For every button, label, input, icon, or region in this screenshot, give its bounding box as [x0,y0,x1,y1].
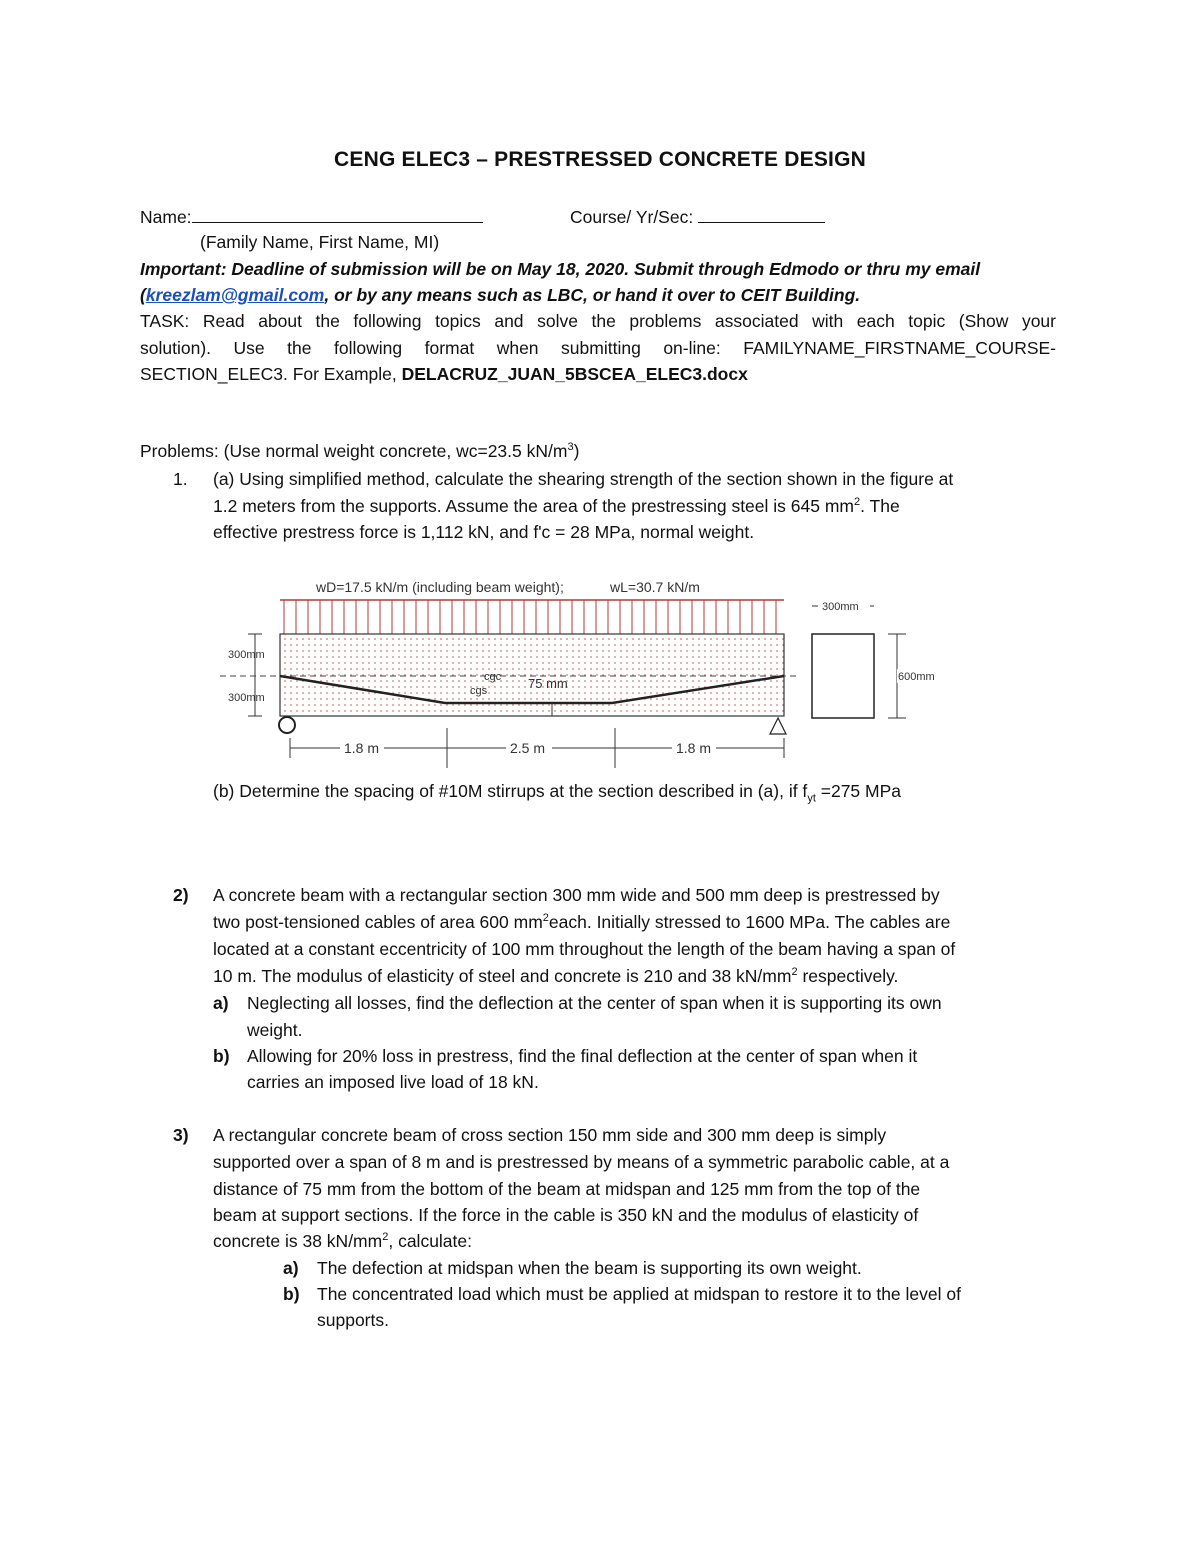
beam-cross-section [812,634,874,718]
task-line3-prefix: SECTION_ELEC3. For Example, [140,364,402,384]
problem2-b-label: b) [213,1046,230,1066]
roller-support-icon [279,717,295,733]
problem2-b-line1: Allowing for 20% loss in prestress, find the final deflection at the center of span when it [247,1046,918,1066]
task-line2: solution). Use the following format when submitting on-line: FAMILYNAME_FIRSTNAME_COURSE- [140,338,1056,358]
part-b-text: (b) Determine the spacing of #10M stirrups at the section described in (a), if f [213,781,808,801]
open-paren: ( [140,285,146,305]
superscript: 2 [854,496,861,509]
problem3-b-line2: supports. [317,1310,389,1330]
name-field [140,206,483,228]
problem2-a-label: a) [213,993,229,1013]
section-width-label: 300mm [822,601,859,613]
dim-75-label: 75 mm [528,676,568,691]
problem2-line2-end: each. Initially stressed to 1600 MPa. The cables are [548,912,951,932]
problem3-a-line1: The defection at midspan when the beam is supporting its own weight. [317,1258,862,1278]
problem1-line2 [213,496,900,517]
load-arrows [284,600,776,634]
problem3-a-label: a) [283,1258,299,1278]
problem3-b-line1: The concentrated load which must be applied at midspan to restore it to the level of [317,1284,961,1304]
problem3-line5-end: , calculate: [388,1231,472,1251]
problem3-line2: supported over a span of 8 m and is prestressed by means of a symmetric parabolic cable, at a [213,1152,950,1172]
task-line1: TASK: Read about the following topics and solve the problems associated with each topic (Show your [140,311,1056,331]
problem2-line2-text: two post-tensioned cables of area 600 mm [213,912,543,932]
pin-support-icon [770,718,786,734]
problem1-part-b [213,781,901,805]
dim-300-top: 300mm [228,649,265,661]
part-b-end: =275 MPa [815,781,901,801]
name-hint: (Family Name, First Name, MI) [200,232,440,252]
superscript: 2 [791,966,798,979]
problem2-a-line2: weight. [247,1020,303,1040]
problem3-line1: A rectangular concrete beam of cross section 150 mm side and 300 mm deep is simply [213,1125,887,1145]
problem2-line4 [213,966,898,987]
cgc-label: cgc [484,671,502,683]
important-rest: , or by any means such as LBC, or hand it over to CEIT Building. [324,285,861,305]
cgs-label: cgs [470,685,488,697]
problem1-line3: effective prestress force is 1,112 kN, and f'c = 28 MPa, normal weight. [213,522,755,542]
superscript: 2 [542,912,549,925]
problem1-number: 1. [173,469,188,489]
problem1-line2-end: . The [860,496,900,516]
live-load-label: wL=30.7 kN/m [610,579,700,595]
problem2-b-line2: carries an imposed live load of 18 kN. [247,1072,539,1092]
dim-300-bot: 300mm [228,692,265,704]
filename-example: DELACRUZ_JUAN_5BSCEA_ELEC3.docx [401,364,748,384]
problem3-line3: distance of 75 mm from the bottom of the beam at midspan and 125 mm from the top of the [213,1179,921,1199]
span-mid-label: 2.5 m [510,740,546,756]
important-line2 [140,285,860,306]
problem3-b-label: b) [283,1284,300,1304]
name-blank [192,206,483,223]
course-field [570,206,825,228]
task-line3 [140,364,748,385]
close-paren: ) [573,441,580,461]
problem1-line1: (a) Using simplified method, calculate the shearing strength of the section shown in the figure at [213,469,954,489]
problem2-a-line1: Neglecting all losses, find the deflection at the center of span when it is supporting its own [247,993,942,1013]
beam-figure [0,570,1200,785]
problem3-line4: beam at support sections. If the force in the cable is 350 kN and the modulus of elasticity of [213,1205,919,1225]
span-right-label: 1.8 m [676,740,712,756]
important-line1: Important: Deadline of submission will be on May 18, 2020. Submit through Edmodo or thru my email [140,259,981,279]
problem2-line3: located at a constant eccentricity of 100 mm throughout the length of the beam having a span of [213,939,956,959]
problems-intro [140,441,579,462]
span-left-label: 1.8 m [344,740,380,756]
subscript: yt [807,792,816,805]
superscript: 3 [567,441,574,454]
superscript: 2 [382,1231,389,1244]
problem3-line5-text: concrete is 38 kN/mm [213,1231,383,1251]
dead-load-label: wD=17.5 kN/m (including beam weight); [316,579,564,595]
course-blank [698,206,825,223]
problem2-number: 2) [173,885,189,905]
page-title: CENG ELEC3 – PRESTRESSED CONCRETE DESIGN [334,148,866,171]
problem2-line2 [213,912,950,933]
name-label: Name: [140,207,192,227]
problem2-line1: A concrete beam with a rectangular section 300 mm wide and 500 mm deep is prestressed by [213,885,940,905]
course-label: Course/ Yr/Sec: [570,207,694,227]
problem1-line2-text: 1.2 meters from the supports. Assume the area of the prestressing steel is 645 mm [213,496,854,516]
section-depth-label: 600mm [898,671,935,683]
problem2-line4-end: respectively. [797,966,899,986]
problem3-number: 3) [173,1125,189,1145]
problem2-line4-text: 10 m. The modulus of elasticity of steel and concrete is 210 and 38 kN/mm [213,966,792,986]
problems-intro-text: Problems: (Use normal weight concrete, wc=23.5 kN/m [140,441,568,461]
problem3-line5 [213,1231,472,1252]
email-link[interactable]: kreezlam@gmail.com [145,285,325,305]
